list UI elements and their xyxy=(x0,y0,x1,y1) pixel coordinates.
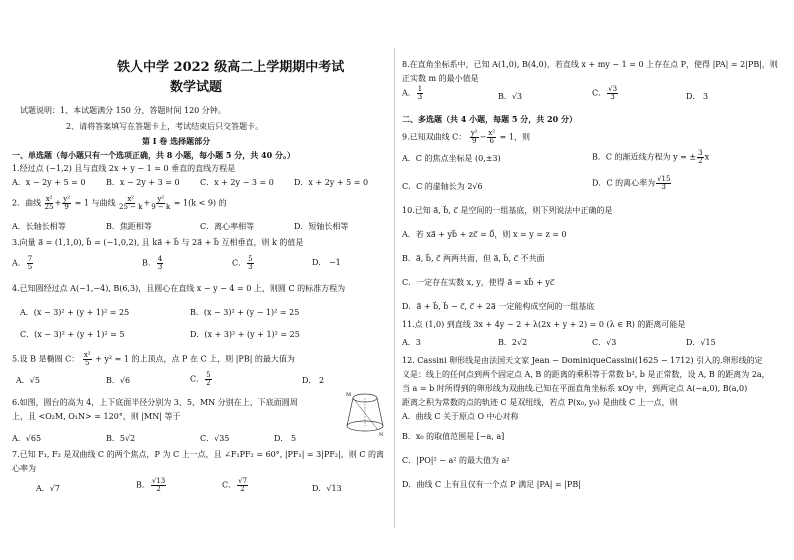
q3-stem: 3.向量 a⃗ = (1,1,0), b⃗ = (−1,0,2), 且 ka⃗ + b⃗ 与 2a⃗ + b⃗ 互相垂直，则 k 的值是 xyxy=(12,238,304,247)
q12-option-d: D．曲线 C 上有且仅有一个点 P 满足 |PA| = |PB| xyxy=(402,480,581,489)
q2-frac-x: $\frac{\text{x²}}{25}$ xyxy=(44,195,54,211)
q3-option-b: B． $\frac{4}{3}$ xyxy=(142,255,163,271)
q9-stem: 9.已知双曲线 C： $\frac{\text{y²}}{9}$ − $\frac{\text{x²}}{6}$ = 1，则 xyxy=(402,129,530,145)
q2-frac-y: $\frac{\text{y²}}{9}$ xyxy=(63,195,71,211)
q1-option-d: D．x + 2y + 5 = 0 xyxy=(294,178,369,187)
q1-option-c: C．x + 2y − 3 = 0 xyxy=(200,178,274,187)
q11-option-b: B．2√2 xyxy=(498,338,528,347)
q12-option-a: A．曲线 C 关于原点 O 中心对称 xyxy=(402,412,519,421)
q7-line-1: 7.已知 F₁, F₂ 是双曲线 C 的两个焦点，P 为 C 上一点，且 ∠F₁PF₂ = 60°, |PF₁| = 3|PF₂|，则 C 的离 xyxy=(12,450,385,459)
figure-label-n: N xyxy=(379,432,384,438)
exam-subject: 数学试题 xyxy=(170,80,223,95)
q12-option-b: B．x₀ 的取值范围是 [−a, a] xyxy=(402,432,505,441)
q9-frac-y: $\frac{\text{y²}}{9}$ xyxy=(470,129,478,145)
q6-line-2: 上，且 <O₂M, O₁N> = 120°，则 |MN| 等于 xyxy=(12,412,181,421)
q3-option-d: D． −1 xyxy=(312,258,341,267)
q5-option-b: B．√6 xyxy=(106,376,131,385)
q9-option-b: B．C 的渐近线方程为 y = ± $\frac{3}{2}$ x xyxy=(592,149,710,165)
q9-frac-x: $\frac{\text{x²}}{6}$ xyxy=(488,129,496,145)
q8-option-a: A． $\frac{1}{3}$ xyxy=(402,85,423,101)
q5-options xyxy=(12,372,387,392)
q10-option-d: D．a⃗ + b⃗, b⃗ − c⃗, c⃗ + 2a⃗ 一定能构成空间的一组基底 xyxy=(402,302,595,311)
q7-options xyxy=(12,478,387,500)
q8-option-c: C． $\frac{√3}{3}$ xyxy=(592,85,618,101)
q2-option-a: A．长轴长相等 xyxy=(12,222,66,231)
q5-option-c: C． $\frac{5}{2}$ xyxy=(190,371,211,387)
q5-frac: $\frac{\text{x²}}{5}$ xyxy=(83,351,91,367)
q7-option-c: C． $\frac{√7}{2}$ xyxy=(222,477,248,493)
q3-options xyxy=(12,252,387,272)
q10-stem: 10.已知 a⃗, b⃗, c⃗ 是空间的一组基底，则下列说法中正确的是 xyxy=(402,206,613,215)
q8-option-b: B．√3 xyxy=(498,92,523,101)
q4-stem: 4.已知圆经过点 A(−1,−4), B(6,3)，且圆心在直线 x − y − 4 = 0 上，则圆 C 的标准方程为 xyxy=(12,284,346,293)
q2-option-b: B．焦距相等 xyxy=(106,222,152,231)
figure-label-m: M xyxy=(346,392,352,398)
q8-options xyxy=(402,86,782,108)
q5-stem: 5.设 B 是椭圆 C： $\frac{\text{x²}}{5}$ + y² = 1 的上顶点，点 P 在 C 上，则 |PB| 的最大值为 xyxy=(12,351,295,367)
q6-option-b: B．5√2 xyxy=(106,434,136,443)
q2-option-c: C．离心率相等 xyxy=(200,222,255,231)
q6-line-1: 6.如图，圆台的高为 4，上下底面半径分别为 3、5，MN 分别在上、下底面圆周 xyxy=(12,398,298,407)
q11-option-a: A．3 xyxy=(402,338,421,347)
part-heading: 第 I 卷 选择题部分 xyxy=(142,136,211,146)
q2-stem: 2．曲线 $\frac{\text{x²}}{25}$ + $\frac{\text{y²}}{9}$ = 1 与曲线 $\frac{\text{x²}}{25 - k}$ + $\frac{\text{y²}}{9 - k}$ = 1(k < 9) 的 xyxy=(12,195,227,211)
q8-option-d: D． 3 xyxy=(686,92,709,101)
q1-option-b: B．x − 2y + 3 = 0 xyxy=(106,178,180,187)
q9-option-c: C．C 的虚轴长为 2√6 xyxy=(402,182,483,191)
q2-stem-a: 2．曲线 xyxy=(12,198,42,208)
q11-option-c: C．√3 xyxy=(592,338,617,347)
instruction-1: 试题说明：1、本试题满分 150 分，答题时间 120 分钟。 xyxy=(20,106,226,115)
q7-option-b: B． $\frac{√13}{2}$ xyxy=(136,477,166,493)
q4-option-a: A．(x − 3)² + (y + 1)² = 25 xyxy=(20,308,130,317)
column-divider xyxy=(394,48,395,528)
q5-option-d: D． 2 xyxy=(302,376,325,385)
q9-option-d: D．C 的离心率为 $\frac{√15}{3}$ xyxy=(592,175,671,191)
q7-line-2: 心率为 xyxy=(12,464,36,473)
q12-line-4: 距离之积为常数的点的轨迹 C 是双纽线，若点 P(x₀, y₀) 是曲线 C 上一点，则 xyxy=(402,398,678,407)
q6-option-d: D． 5 xyxy=(274,434,297,443)
q2-frac-x2: $\frac{\text{x²}}{25 - k}$ xyxy=(119,195,143,211)
instruction-2: 2、请将答案填写在答题卡上，考试结束后只交答题卡。 xyxy=(66,122,264,131)
q3-option-a: A． $\frac{7}{5}$ xyxy=(12,255,33,271)
q8-line-2: 正实数 m 的最小值是 xyxy=(402,74,479,83)
q9-option-a: A．C 的焦点坐标是 (0,±3) xyxy=(402,154,501,163)
q1-stem: 1.经过点 (−1,2) 且与直线 2x + y − 1 = 0 垂直的直线方程是 xyxy=(12,164,236,173)
q7-option-d: D．√13 xyxy=(312,484,342,493)
q2-stem-c: = 1(k < 9) 的 xyxy=(173,198,227,208)
q6-option-a: A．√65 xyxy=(12,434,42,443)
q4-option-c: C．(x − 3)² + (y + 1)² = 5 xyxy=(20,330,125,339)
q10-option-a: A．若 xa⃗ + yb⃗ + zc⃗ = 0⃗，则 x = y = z = 0 xyxy=(402,230,567,239)
q2-option-d: D．短轴长相等 xyxy=(294,222,349,231)
q11-stem: 11.点 (1,0) 到直线 3x + 4y − 2 + λ(2x + y + 2) = 0 (λ ∈ R) 的距离可能是 xyxy=(402,320,686,329)
q11-option-d: D．√15 xyxy=(686,338,716,347)
q10-option-c: C．一定存在实数 x, y，使得 a⃗ = xb⃗ + yc⃗ xyxy=(402,278,555,287)
q12-line-2: 义是：线上的任何点到两个固定点 A, B 的距离的乘积等于常数 b², b 是正常数，设 A, B 的距离为 2a， xyxy=(402,370,770,379)
q3-option-c: C． $\frac{5}{3}$ xyxy=(232,255,253,271)
q4-option-d: D．(x + 3)² + (y + 1)² = 25 xyxy=(190,330,300,339)
frustum-figure xyxy=(344,388,386,438)
section-heading-single: 一、单选题（每小题只有一个选项正确，共 8 小题，每小题 5 分，共 40 分。） xyxy=(12,150,295,160)
q10-option-b: B．a⃗, b⃗, c⃗ 两两共面，但 a⃗, b⃗, c⃗ 不共面 xyxy=(402,254,545,263)
q6-option-c: C．√35 xyxy=(200,434,230,443)
q5-option-a: A．√5 xyxy=(16,376,40,385)
q12-line-1: 12. Cassini 卵形线是由法国天文家 Jean − DominiqueCassini(1625 − 1712) 引入的.卵形线的定 xyxy=(402,356,763,365)
q4-option-b: B．(x − 3)² + (y − 1)² = 25 xyxy=(190,308,300,317)
q1-option-a: A．x − 2y + 5 = 0 xyxy=(12,178,86,187)
q2-stem-b: = 1 与曲线 xyxy=(74,198,116,208)
q12-line-3: 当 a = b 时所得到的卵形线为双曲线.已知在平面直角坐标系 xOy 中，到两定点 A(−a,0), B(a,0) xyxy=(402,384,748,393)
q8-line-1: 8.在直角坐标系中，已知 A(1,0), B(4,0)，若直线 x + my − 1 = 0 上存在点 P，使得 |PA| = 2|PB|，则 xyxy=(402,60,778,69)
q2-frac-y2: $\frac{\text{y²}}{9 - k}$ xyxy=(151,195,171,211)
q7-option-a: A．√7 xyxy=(36,484,60,493)
exam-title: 铁人中学 2022 级高二上学期期中考试 xyxy=(117,60,345,75)
section-heading-multi: 二、多选题（共 4 小题，每题 5 分，共 20 分） xyxy=(402,114,577,124)
q12-option-c: C．|PO|² − a² 的最大值为 a² xyxy=(402,456,510,465)
